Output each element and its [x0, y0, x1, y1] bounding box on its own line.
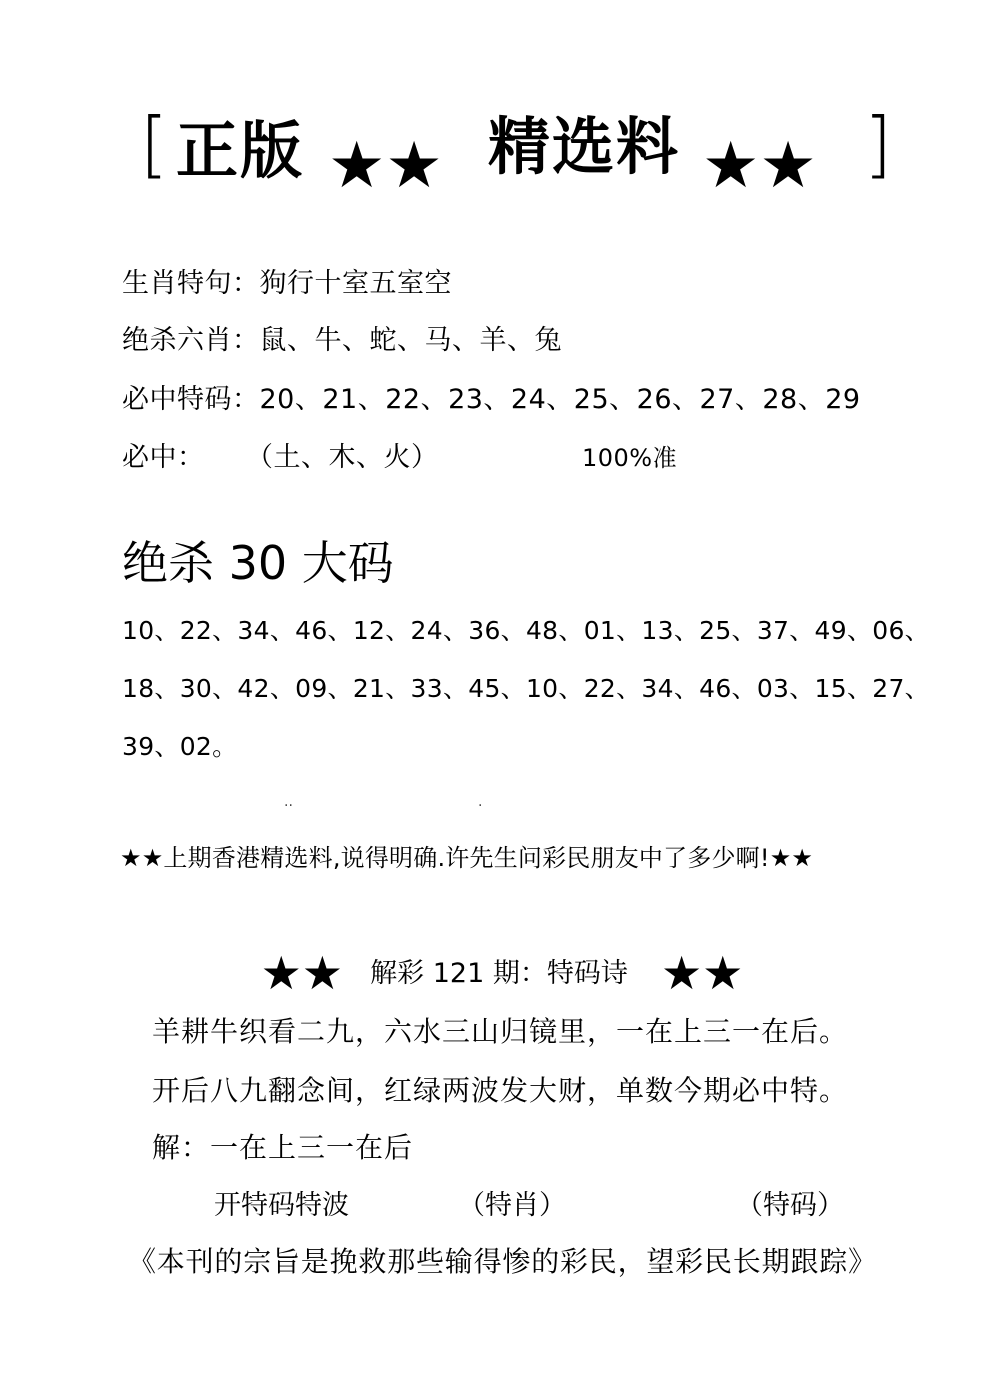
- must-hit-label: 必中：: [122, 442, 205, 473]
- stray-dots: ··: [284, 798, 293, 814]
- poem-solution-line: 解：一在上三一在后: [152, 1131, 414, 1164]
- kill-numbers-line: 18、30、42、09、21、33、45、10、22、34、46、03、15、27、: [122, 674, 930, 703]
- solution-wave: 开特码特波: [214, 1190, 349, 1221]
- solution-zodiac: （特肖）: [458, 1190, 566, 1221]
- poem-line: 开后八九翻念间，红绿两波发大财，单数今期必中特。: [152, 1074, 849, 1107]
- title-bracket-left: [: [140, 102, 169, 186]
- poem-stars-right: ★★: [660, 946, 744, 1000]
- solution-code: （特码）: [736, 1190, 844, 1221]
- footer-motto: 《本刊的宗旨是挽救那些输得惨的彩民，望彩民长期跟踪》: [128, 1245, 877, 1278]
- title-stars-left: ★★: [328, 129, 443, 203]
- poem-title: 解彩 121 期：特码诗: [370, 957, 628, 989]
- promo-banner: ★★上期香港精选料,说得明确.许先生问彩民朋友中了多少啊!★★: [120, 844, 814, 872]
- title-left-word: 正版: [176, 114, 305, 187]
- stray-dot: ·: [478, 798, 483, 814]
- kill-30-heading: 绝杀 30 大码: [122, 536, 394, 590]
- poem-stars-left: ★★: [260, 946, 344, 1000]
- title-middle-word: 精选料: [488, 110, 681, 183]
- must-hit-codes: 必中特码：20、21、22、23、24、25、26、27、28、29: [122, 384, 861, 415]
- title-stars-right: ★★: [702, 129, 817, 203]
- poem-header: [0, 946, 1004, 1000]
- kill-numbers-line: 39、02。: [122, 732, 238, 761]
- must-hit-elements: （土、木、火）: [246, 442, 439, 473]
- zodiac-phrase: 生肖特句：狗行十室五室空: [122, 268, 452, 299]
- poem-line: 羊耕牛织看二九，六水三山归镜里，一在上三一在后。: [152, 1015, 849, 1048]
- accuracy-note: 100%准: [582, 444, 678, 472]
- title-bracket-right: ]: [864, 102, 893, 186]
- kill-six-zodiacs: 绝杀六肖：鼠、牛、蛇、马、羊、兔: [122, 325, 562, 356]
- kill-numbers-line: 10、22、34、46、12、24、36、48、01、13、25、37、49、06、: [122, 616, 930, 645]
